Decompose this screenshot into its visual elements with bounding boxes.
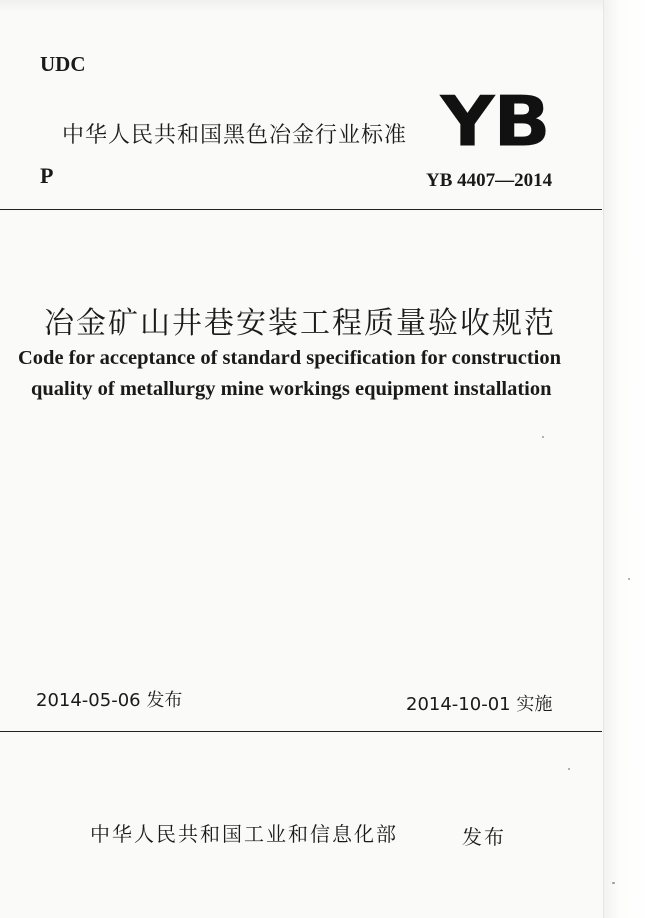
header-divider: [0, 209, 602, 210]
footer-divider: [0, 731, 602, 732]
issue-date: 2014-05-06 发布: [36, 690, 183, 711]
title-english-line1: Code for acceptance of standard specification for construction: [18, 347, 561, 369]
page-right-edge: [603, 0, 650, 918]
udc-label: UDC: [40, 52, 86, 76]
scan-speck: [542, 436, 544, 438]
scan-speck: [568, 768, 570, 770]
title-chinese: 冶金矿山井巷安装工程质量验收规范: [44, 306, 556, 341]
industry-standard-name: 中华人民共和国黑色冶金行业标准: [62, 123, 408, 148]
classification-code: P: [40, 163, 54, 188]
page-top-edge: [0, 0, 604, 12]
standard-number: YB 4407—2014: [426, 170, 553, 191]
scan-speck: [628, 578, 630, 580]
implementation-date: 2014-10-01 实施: [406, 694, 553, 715]
scan-speck: [612, 882, 615, 884]
yb-logo: YB: [440, 80, 549, 162]
title-english-line2: quality of metallurgy mine workings equipment installation: [31, 378, 552, 400]
issue-action: 发布: [462, 825, 506, 849]
issuing-authority: 中华人民共和国工业和信息化部: [90, 822, 398, 846]
